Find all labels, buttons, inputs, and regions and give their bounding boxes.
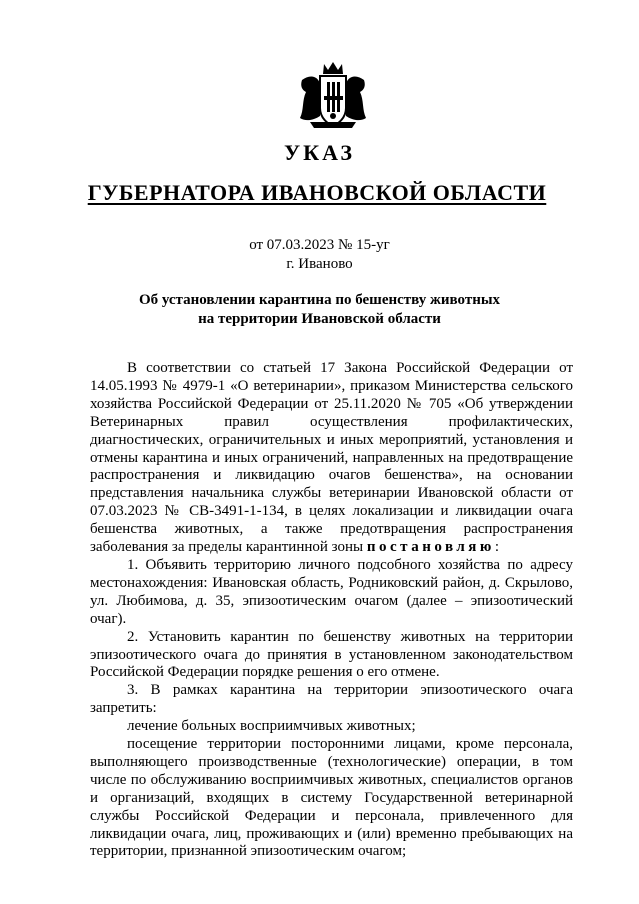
item-3: 3. В рамках карантина на территории эпизоотического очага запретить:	[90, 682, 573, 717]
item-3-b: посещение территории посторонними лицами, кроме персонала, выполняющего производственные (технологические) операции, в том числе по обслуживанию восприимчивых животных, специалистов органов и организаций, входящих в систему Государственной ветеринарной службы Российской Федерации и персонала, привлеченного для ликвидации очага, лиц, проживающих и (или) временно пребывающих на территории, признанной эпизоотическим очагом;	[90, 736, 573, 860]
subject-line-2: на территории Ивановской области	[198, 311, 441, 327]
decree-colon: :	[494, 539, 500, 556]
item-1: 1. Объявить территорию личного подсобного хозяйства по адресу местонахождения: Ивановская область, Родниковский район, д. Скрылово, ул. Любимова, д. 35, эпизоотическим очагом (далее – эпизоотический очаг).	[90, 556, 573, 627]
city: г. Иваново	[286, 256, 353, 272]
item-2: 2. Установить карантин по бешенству животных на территории эпизоотического очага до принятия в установленном законодательством Российской Федерации порядке решения о его отмене.	[90, 628, 573, 681]
preamble-paragraph	[90, 360, 573, 557]
subject-line-1: Об установлении карантина по бешенству животных	[138, 292, 501, 308]
document-issuer: ГУБЕРНАТОРА ИВАНОВСКОЙ ОБЛАСТИ	[87, 180, 547, 205]
document-body	[90, 360, 573, 861]
date-number: от 07.03.2023 № 15-уг	[249, 237, 390, 253]
document-title: УКАЗ	[283, 140, 356, 165]
decree-word: постановляю	[366, 539, 495, 556]
preamble-text: В соответствии со статьей 17 Закона Российской Федерации от 14.05.1993 № 4979-1 «О ветеринарии», приказом Министерства сельского хозяйства Российской Федерации от 25.11.2020 № 705 «Об утверждении Ветеринарных правил осуществления профилактических, диагностических, ограничительных и иных мероприятий, установления и отмены карантина и иных ограничений, направленных на предотвращение распространения и ликвидацию очагов бешенства», на основании представления начальника службы ветеринарии Ивановской области от 07.03.2023 № СВ-3491-1-134, в целях локализации и ликвидации очага бешенства животных, а также предотвращения распространения заболевания за пределы карантинной зоны	[90, 360, 573, 556]
item-3-a: лечение больных восприимчивых животных;	[127, 718, 416, 735]
coat-of-arms-emblem	[296, 60, 370, 130]
